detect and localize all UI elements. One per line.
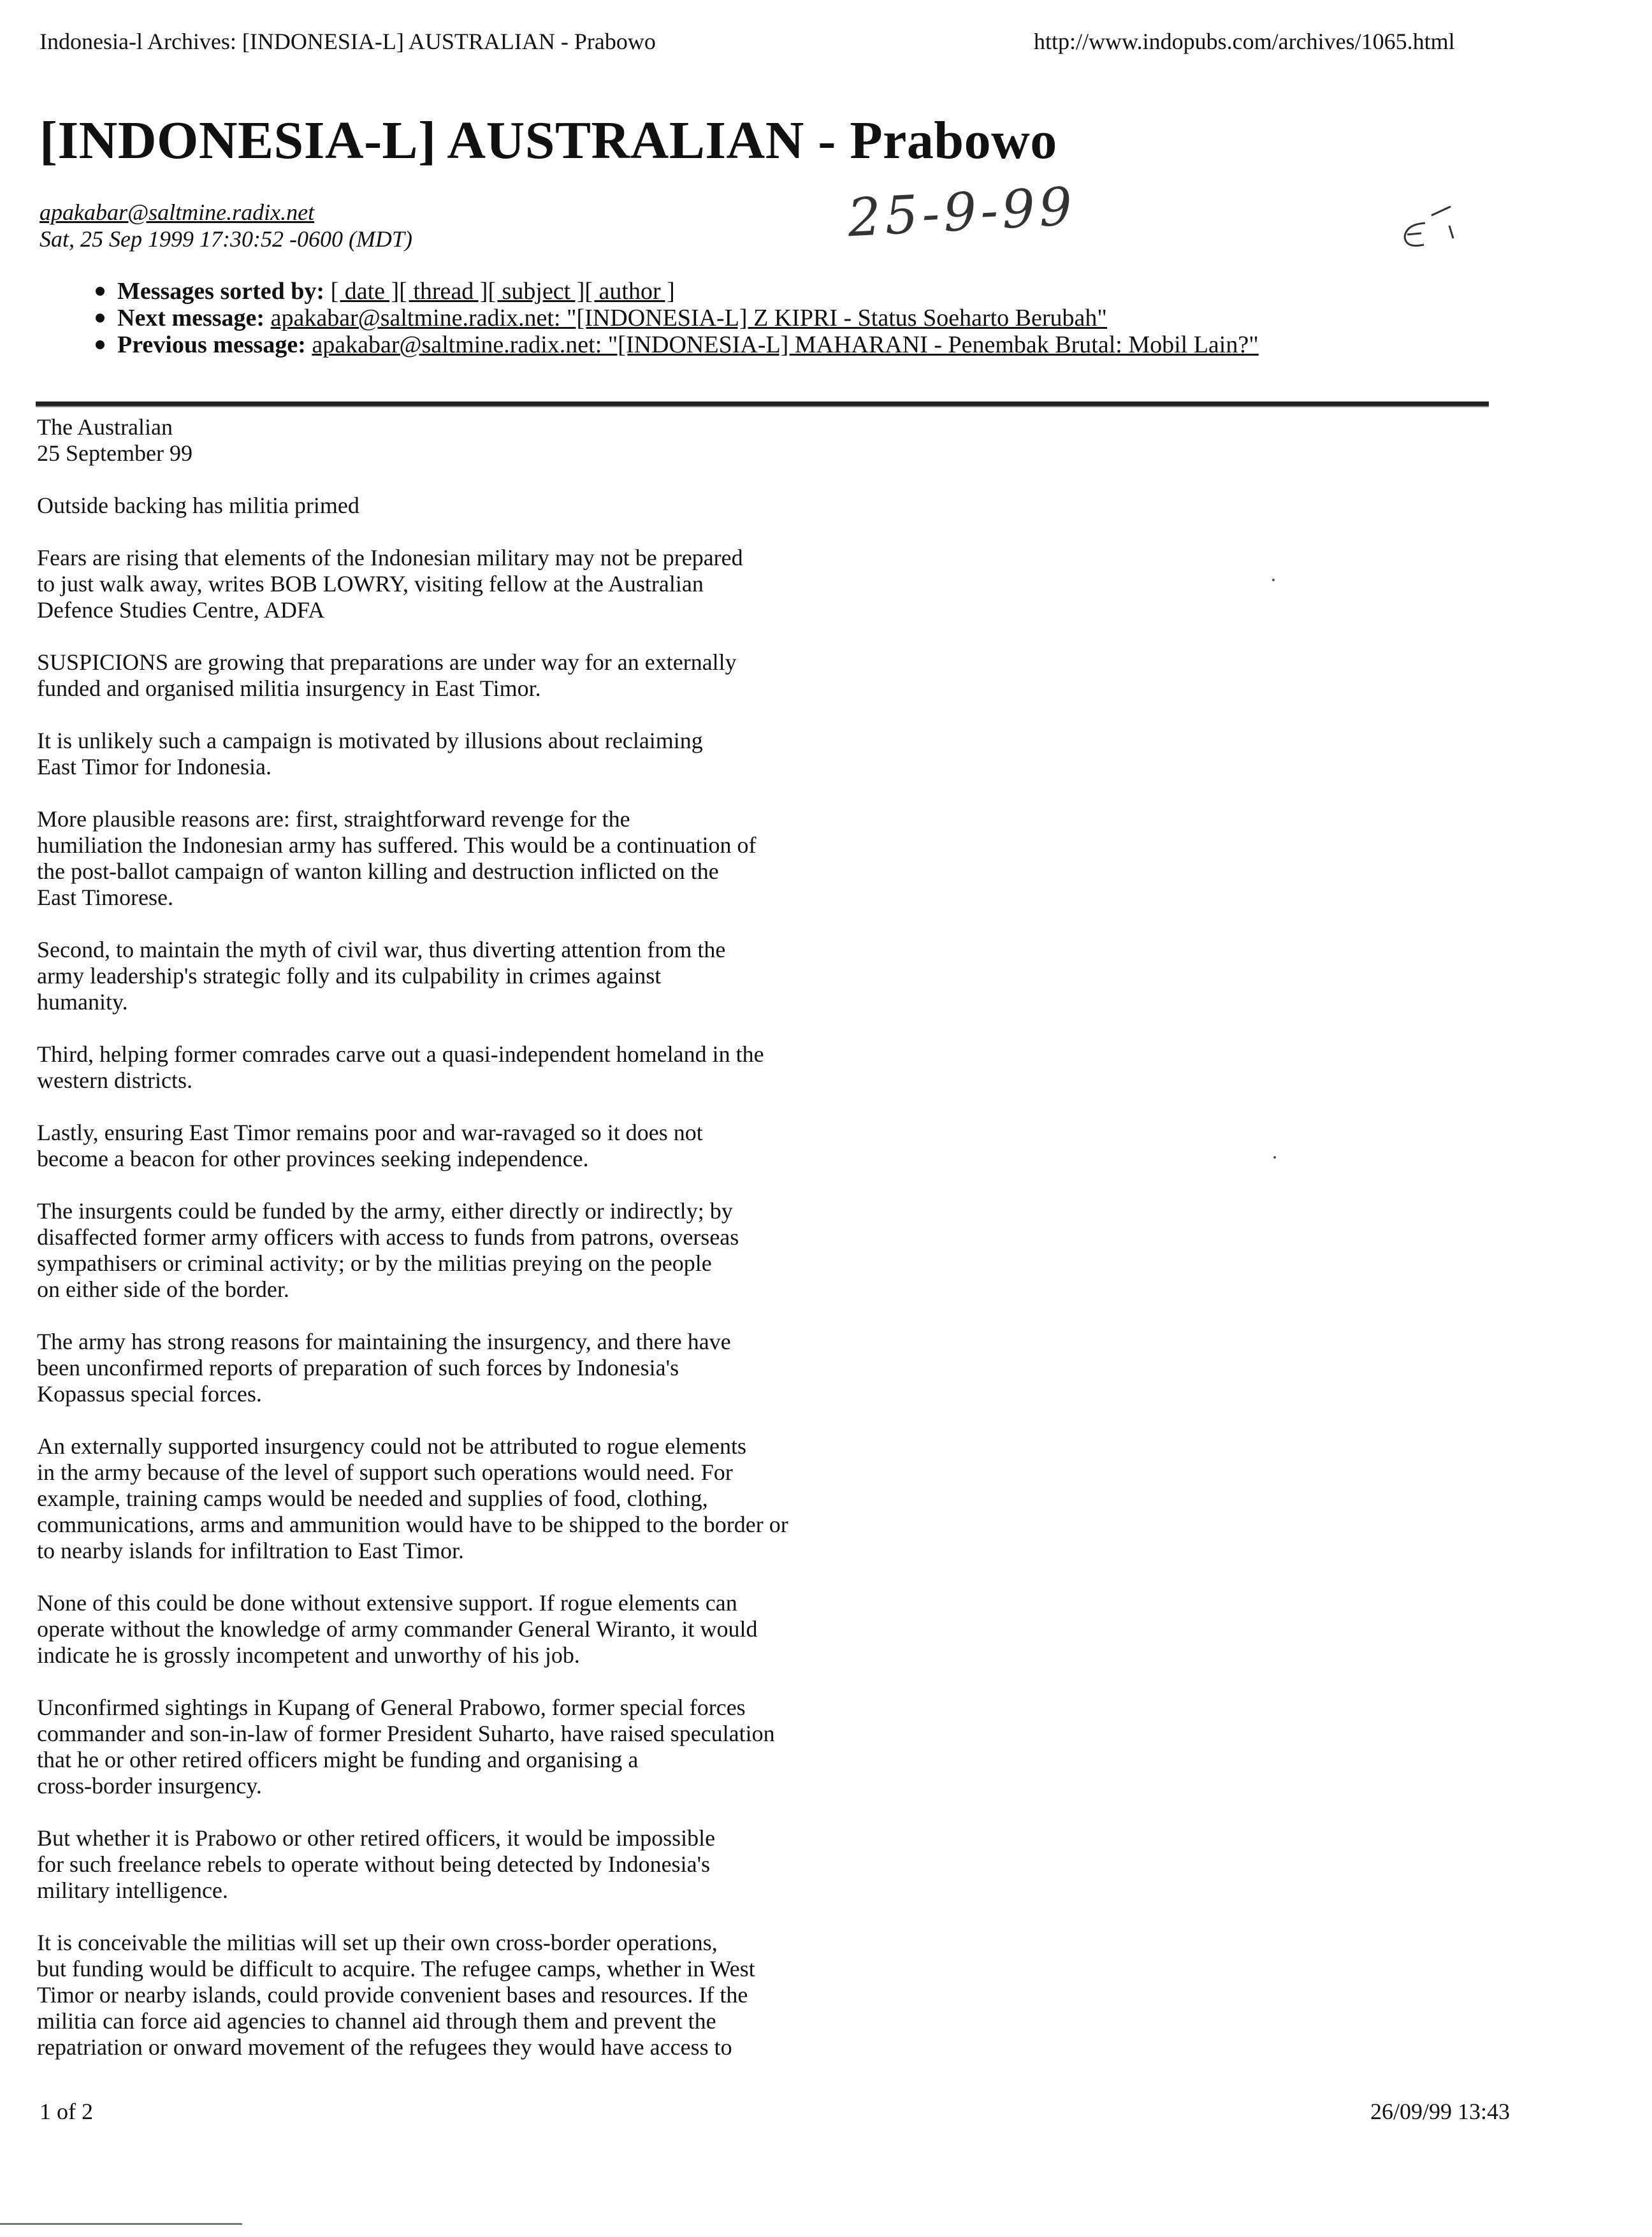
scan-edge-line (0, 2223, 242, 2225)
body-paragraph: Fears are rising that elements of the Indonesian military may not be prepared to just walk away, writes BOB LOWRY, visiting fellow at the Australian Defence Studies Centre, ADFA (37, 545, 743, 623)
body-paragraph: Second, to maintain the myth of civil war, thus diverting attention from the army leadership's strategic folly and its culpability in crimes against humanity. (37, 937, 726, 1015)
message-meta (40, 199, 412, 252)
previous-message-link[interactable]: apakabar@saltmine.radix.net: "[INDONESIA-L] MAHARANI - Penembak Brutal: Mobil Lain?" (312, 331, 1259, 358)
body-paragraph: The army has strong reasons for maintaining the insurgency, and there have been unconfirmed reports of preparation of such forces by Indonesia's Kopassus special forces. (37, 1329, 731, 1407)
scan-speck (1273, 1156, 1276, 1159)
body-paragraph: An externally supported insurgency could not be attributed to rogue elements in the army because of the level of support such operations would need. For example, training camps would be needed and supplies of food, clothing, communications, arms and ammunition would have to be shipped to the border or to nearby islands for infiltration to East Timor. (37, 1433, 788, 1563)
body-paragraph: The insurgents could be funded by the army, either directly or indirectly; by disaffected former army officers with access to funds from patrons, overseas sympathisers or criminal activity; or by the militias preying on the people on either side of the border. (37, 1198, 739, 1302)
browser-header-title: Indonesia-l Archives: [INDONESIA-L] AUSTRALIAN - Prabowo (40, 29, 656, 54)
horizontal-rule (36, 402, 1489, 407)
body-paragraph: It is conceivable the militias will set up their own cross-border operations, but funding would be difficult to acquire. The refugee camps, whether in West Timor or nearby islands, could provide convenient bases and resources. If the militia can force aid agencies to channel aid through them and prevent the repatriation or onward movement of the refugees they would have access to (37, 1930, 755, 2060)
message-date: Sat, 25 Sep 1999 17:30:52 -0600 (MDT) (40, 226, 412, 252)
nav-next-message (96, 305, 1259, 331)
page-number: 1 of 2 (40, 2099, 93, 2124)
nav-sorted-by (96, 278, 1259, 305)
body-paragraph: But whether it is Prabowo or other retired officers, it would be impossible for such freelance rebels to operate without being detected by Indonesia's military intelligence. (37, 1825, 716, 1903)
message-navigation (96, 278, 1259, 358)
body-paragraph: SUSPICIONS are growing that preparations are under way for an externally funded and organised militia insurgency in East Timor. (37, 649, 737, 701)
scan-speck (1272, 579, 1275, 581)
sort-thread-link[interactable]: [ thread ] (399, 278, 488, 305)
page-title: [INDONESIA-L] AUSTRALIAN - Prabowo (40, 111, 1057, 170)
body-paragraph: Lastly, ensuring East Timor remains poor and war-ravaged so it does not become a beacon for other provinces seeking independence. (37, 1120, 703, 1171)
sorted-by-label: Messages sorted by: (117, 278, 325, 305)
body-paragraph: The Australian 25 September 99 (37, 414, 192, 466)
body-paragraph: Third, helping former comrades carve out a quasi-independent homeland in the western districts. (37, 1041, 764, 1093)
body-paragraph: It is unlikely such a campaign is motivated by illusions about reclaiming East Timor for Indonesia. (37, 728, 703, 779)
previous-message-label: Previous message: (117, 331, 306, 358)
body-paragraph: Unconfirmed sightings in Kupang of General Prabowo, former special forces commander and son-in-law of former President Suharto, have raised speculation that he or other retired officers might be funding and organising a cross-border insurgency. (37, 1695, 775, 1799)
sort-date-link[interactable]: [ date ] (330, 278, 400, 305)
sender-email-link[interactable]: apakabar@saltmine.radix.net (40, 199, 315, 225)
sort-subject-link[interactable]: [ subject ] (488, 278, 585, 305)
message-body (37, 414, 948, 2087)
next-message-link[interactable]: apakabar@saltmine.radix.net: "[INDONESIA-L] Z KIPRI - Status Soeharto Berubah" (270, 305, 1107, 331)
handwritten-mark-annotation (1387, 198, 1470, 264)
handwritten-date-annotation: 25-9-99 (846, 176, 1078, 249)
body-paragraph: More plausible reasons are: first, straightforward revenge for the humiliation the Indonesian army has suffered. This would be a continuation of the post-ballot campaign of wanton killing and destruction inflicted on the East Timorese. (37, 806, 757, 910)
nav-previous-message (96, 331, 1259, 358)
body-paragraph: None of this could be done without extensive support. If rogue elements can operate without the knowledge of army commander General Wiranto, it would indicate he is grossly incompetent and unworthy of his job. (37, 1590, 758, 1668)
browser-header-url: http://www.indopubs.com/archives/1065.html (1034, 29, 1455, 54)
print-timestamp: 26/09/99 13:43 (1370, 2099, 1511, 2124)
sort-author-link[interactable]: [ author ] (584, 278, 675, 305)
body-paragraph: Outside backing has militia primed (37, 493, 359, 518)
next-message-label: Next message: (117, 305, 265, 331)
